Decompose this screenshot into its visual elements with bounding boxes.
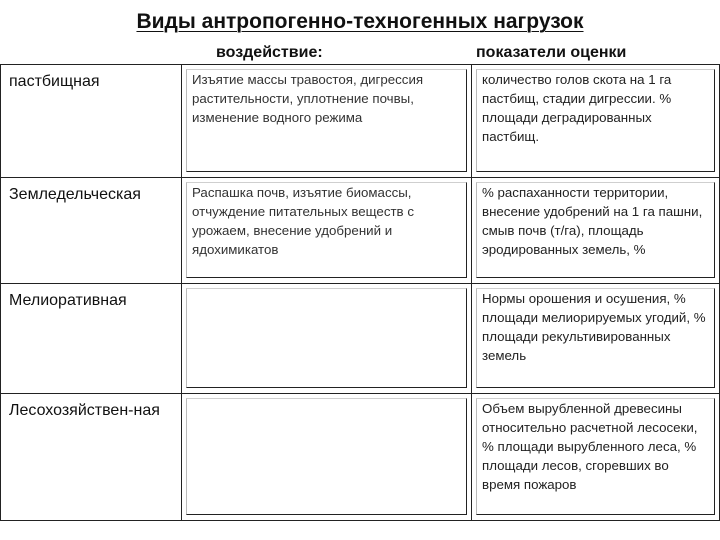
page-title: Виды антропогенно-техногенных нагрузок <box>136 10 584 33</box>
metrics-cell <box>472 394 720 521</box>
column-header-impact: воздействие: <box>216 44 323 61</box>
impact-cell <box>182 284 472 394</box>
impact-cell <box>182 65 472 178</box>
impact-cell <box>182 178 472 284</box>
metrics-text: Нормы орошения и осушения, % площади мелиорируемых угодий, % площади рекультивированных земель <box>476 288 715 388</box>
table-row <box>1 394 720 521</box>
metrics-cell <box>472 284 720 394</box>
metrics-cell <box>472 65 720 178</box>
category-cell: пастбищная <box>1 65 182 178</box>
category-cell: Мелиоративная <box>1 284 182 394</box>
metrics-text: Объем вырубленной древесины относительно расчетной лесосеки, % площади вырубленного леса, % площади лесов, сгоревших во время пожаров <box>476 398 715 515</box>
category-cell: Земледельческая <box>1 178 182 284</box>
impact-text <box>186 288 467 388</box>
category-cell: Лесохозяйствен-ная <box>1 394 182 521</box>
metrics-cell <box>472 178 720 284</box>
impact-cell <box>182 394 472 521</box>
table-row <box>1 178 720 284</box>
column-header-metrics: показатели оценки <box>476 44 627 61</box>
table-row <box>1 65 720 178</box>
metrics-text: количество голов скота на 1 га пастбищ, стадии дигрессии. % площади деградированных пастбищ. <box>476 69 715 172</box>
table-row <box>1 284 720 394</box>
impact-text: Распашка почв, изъятие биомассы, отчуждение питательных веществ с урожаем, внесение удобрений и ядохимикатов <box>186 182 467 278</box>
load-types-table <box>0 64 720 521</box>
metrics-text: % распаханности территории, внесение удобрений на 1 га пашни, смыв почв (т/га), площадь эродированных земель, % <box>476 182 715 278</box>
impact-text: Изъятие массы травостоя, дигрессия растительности, уплотнение почвы, изменение водного режима <box>186 69 467 172</box>
impact-text <box>186 398 467 515</box>
